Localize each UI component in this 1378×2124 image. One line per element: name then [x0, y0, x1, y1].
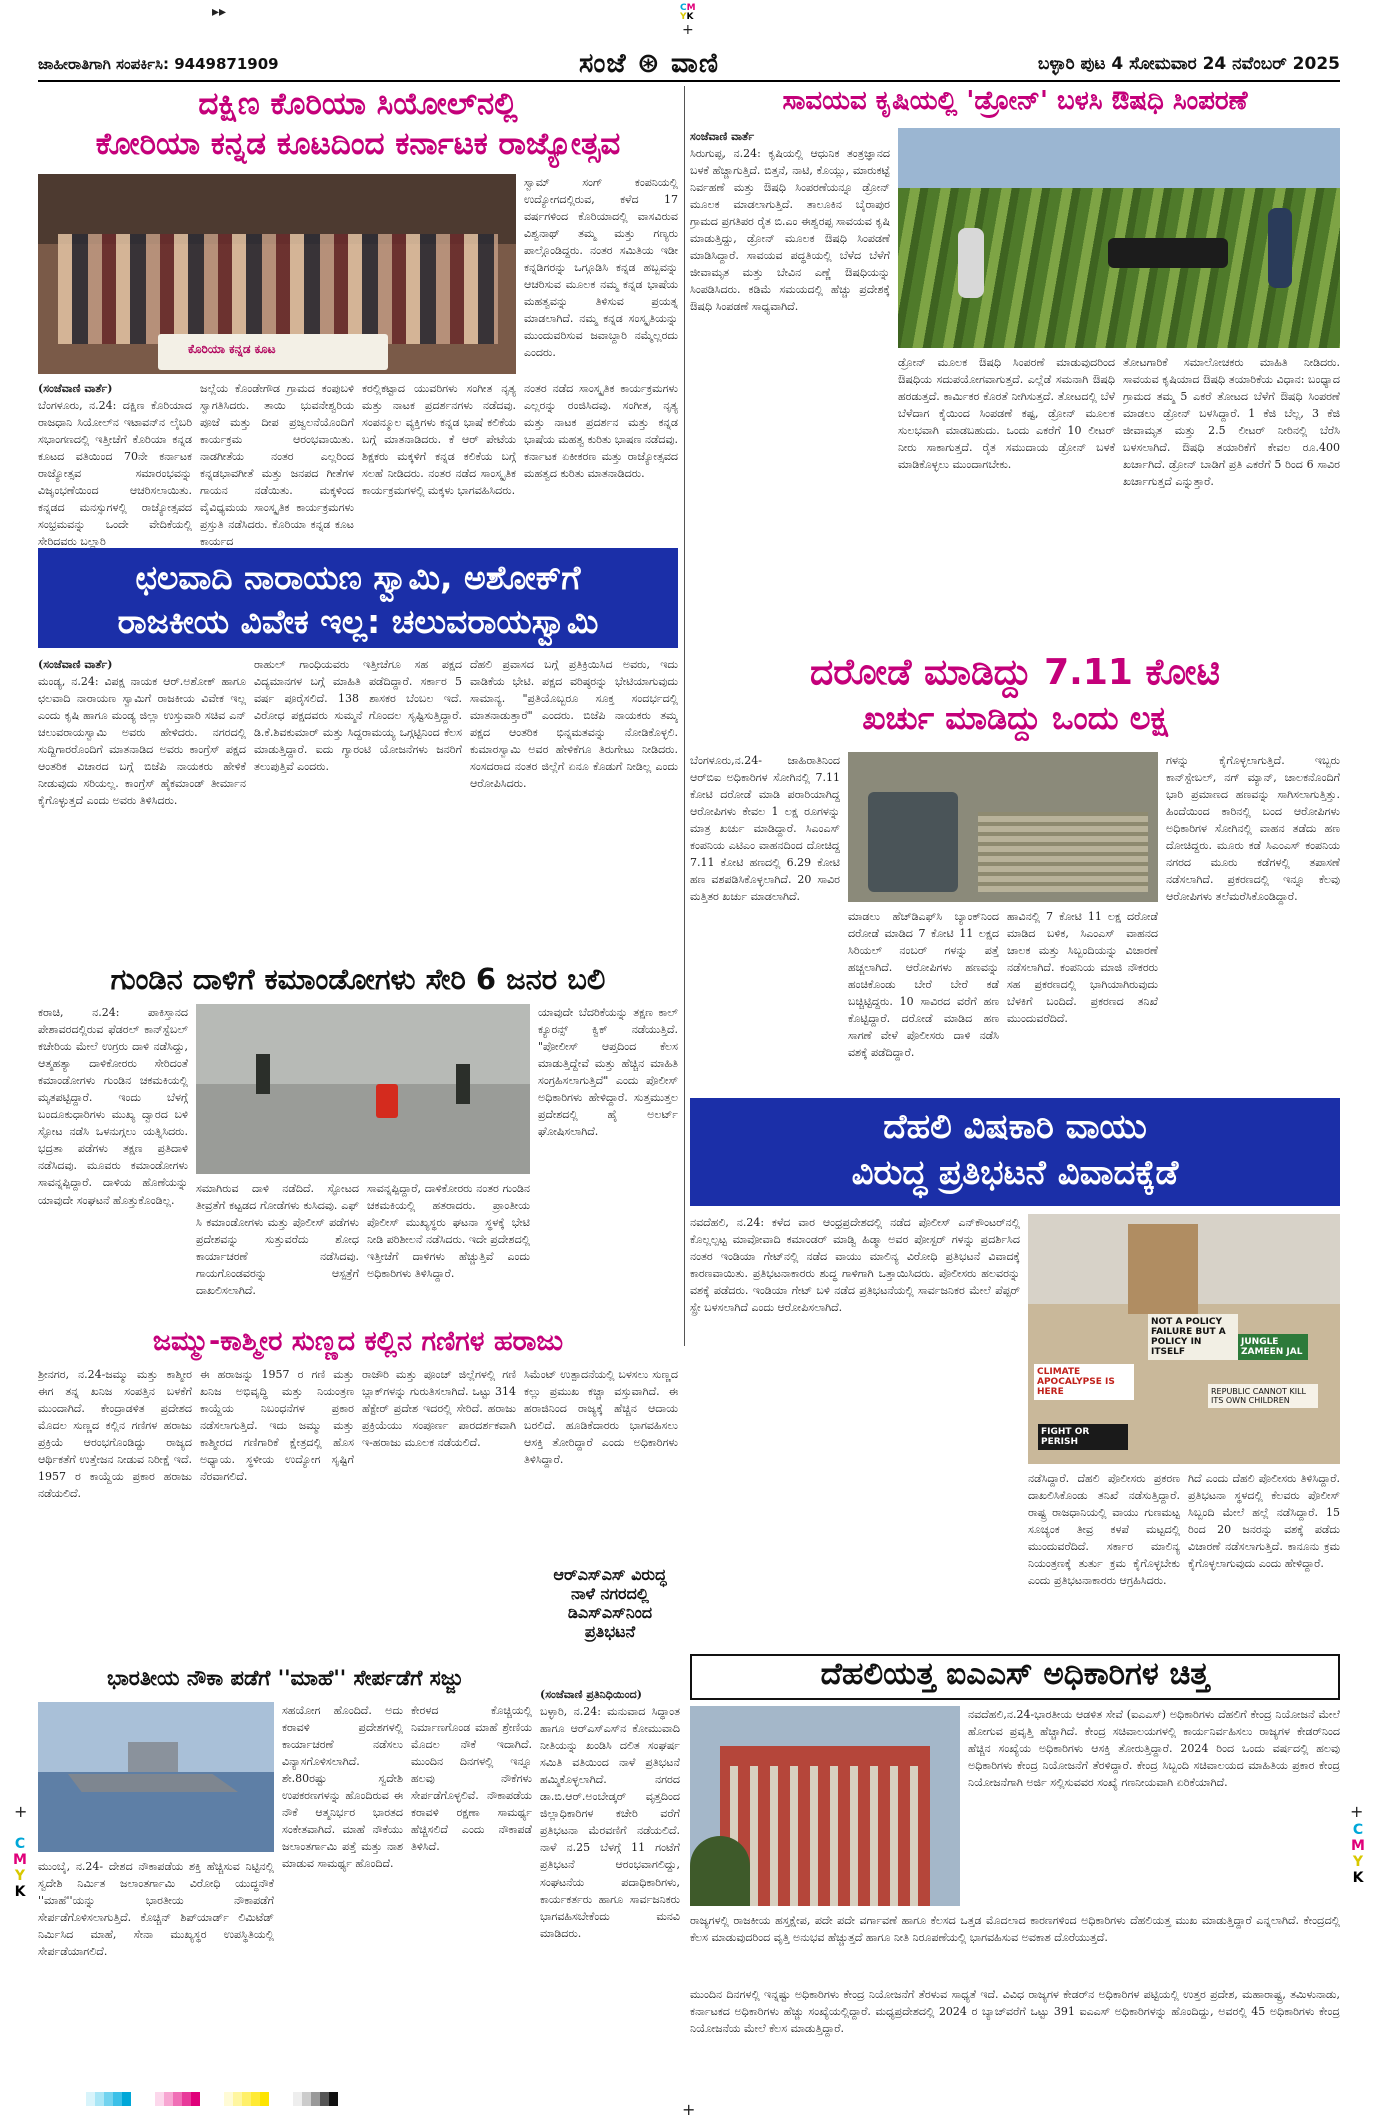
- rss-body-wrap: [540, 1686, 680, 2056]
- delhi-air-col-2: ನಡೆಸಿದ್ದಾರೆ. ದೆಹಲಿ ಪೊಲೀಸರು ಪ್ರಕರಣ ದಾಖಲಿಸಿಕೊಂಡು ತನಿಖೆ ನಡೆಸುತ್ತಿದ್ದಾರೆ. ರಾಷ್ಟ್ರ ರಾಜಧಾನಿಯಲ್ಲಿ ವಾಯು ಗುಣಮಟ್ಟ ಸೂಚ್ಯಂಕ ತೀವ್ರ ಕಳಪೆ ಮಟ್ಟದಲ್ಲಿ ಮುಂದುವರೆದಿದೆ. ಸರ್ಕಾರ ಮಾಲಿನ್ಯ ನಿಯಂತ್ರಣಕ್ಕೆ ತುರ್ತು ಕ್ರಮ ಕೈಗೊಳ್ಳಬೇಕು ಎಂದು ಪ್ರತಿಭಟನಾಕಾರರು ಆಗ್ರಹಿಸಿದರು.: [1028, 1472, 1180, 1588]
- darode-col-2: ಮಾಡಲು ಹೆಚ್‌ಡಿಎಫ್‌ಸಿ ಬ್ಯಾಂಕ್‌ನಿಂದ ದರೋಡೆ ಮಾಡಿದ 7 ಕೋಟಿ 11 ಲಕ್ಷದ ಸಿರಿಯಲ್ ನಂಬರ್ ಗಳನ್ನು ಪತ್ತೆ ಹಚ್ಚಲಾಗಿದೆ. ಆರೋಪಿಗಳು ಹಣವನ್ನು ಹಂಚಿಕೊಂಡು ಬೇರೆ ಬೇರೆ ಕಡೆ ಬಚ್ಚಿಟ್ಟಿದ್ದರು. 10 ಸಾವಿರದ ವರೆಗೆ ಹಣ ಕೊಟ್ಟಿದ್ದಾರೆ. ದರೋಡೆ ಮಾಡಿದ ಹಣ ಸಾಗಣೆ ವೇಳೆ ಪೊಲೀಸರು ದಾಳಿ ನಡೆಸಿ ವಶಕ್ಕೆ ಪಡೆದಿದ್ದಾರೆ.: [848, 910, 999, 1060]
- ias-body-bottom: ಮುಂದಿನ ದಿನಗಳಲ್ಲಿ ಇನ್ನಷ್ಟು ಅಧಿಕಾರಿಗಳು ಕೇಂದ್ರ ನಿಯೋಜನೆಗೆ ತೆರಳುವ ಸಾಧ್ಯತೆ ಇದೆ. ವಿವಿಧ ರಾಜ್ಯಗಳ ಕೇಡರ್‌ನ ಅಧಿಕಾರಿಗಳ ಪಟ್ಟಿಯಲ್ಲಿ ಉತ್ತರ ಪ್ರದೇಶ, ಮಹಾರಾಷ್ಟ್ರ, ತಮಿಳುನಾಡು, ಕರ್ನಾಟಕದ ಅಧಿಕಾರಿಗಳು ಹೆಚ್ಚು ಸಂಖ್ಯೆಯಲ್ಲಿದ್ದಾರೆ. ಮಧ್ಯಪ್ರದೇಶದಲ್ಲಿ 2024 ರ ಬ್ಯಾಚ್‌ವರೆಗೆ ಒಟ್ಟು 391 ಐಎಎಸ್ ಅಧಿಕಾರಿಗಳನ್ನು ಹೊಂದಿದ್ದು, ಅವರಲ್ಲಿ 45 ಅಧಿಕಾರಿಗಳು ಕೇಂದ್ರ ನಿಯೋಜನೆಯ ಮೇಲೆ ಕೆಲಸ ಮಾಡುತ್ತಿದ್ದಾರೆ.: [690, 1988, 1340, 2036]
- headline-korea-2: ಕೋರಿಯಾ ಕನ್ನಡ ಕೂಟದಿಂದ ಕರ್ನಾಟಕ ರಾಜ್ಯೋತ್ಸವ: [95, 126, 621, 162]
- chaluvaraya-col-1: ಮಂಡ್ಯ, ನ.24: ವಿಪಕ್ಷ ನಾಯಕ ಆರ್.ಅಶೋಕ್ ಹಾಗೂ ಛಲವಾದಿ ನಾರಾಯಣ ಸ್ವಾಮಿಗೆ ರಾಜಕೀಯ ವಿವೇಕ ಇಲ್ಲ ಎಂದು ಕೃಷಿ ಹಾಗೂ ಮಂಡ್ಯ ಜಿಲ್ಲಾ ಉಸ್ತುವಾರಿ ಸಚಿವ ಎನ್ ಚಲುವರಾಯಸ್ವಾಮಿ ಅವರು ಹೇಳಿದರು. ನಗರದಲ್ಲಿ ಸುದ್ದಿಗಾರರೊಂದಿಗೆ ಮಾತನಾಡಿದ ಅವರು ಕಾಂಗ್ರೆಸ್ ಪಕ್ಷದ ಆಂತರಿಕ ವಿಚಾರದ ಬಗ್ಗೆ ಬಿಜೆಪಿ ನಾಯಕರು ಹೇಳಿಕೆ ನೀಡುವುದು ಸರಿಯಲ್ಲ. ಕಾಂಗ್ರೆಸ್ ಹೈಕಮಾಂಡ್ ತೀರ್ಮಾನ ಕೈಗೊಳ್ಳುತ್ತದೆ ಎಂದು ಅವರು ತಿಳಿಸಿದರು.: [38, 675, 246, 808]
- article-delhi-air: [690, 1098, 1340, 1648]
- photo-darode-cash: [848, 752, 1158, 902]
- headline-jammu: ಜಮ್ಮು-ಕಾಶ್ಮೀರ ಸುಣ್ಣದ ಕಲ್ಲಿನ ಗಣಿಗಳ ಹರಾಜು: [152, 1326, 564, 1357]
- paper-name: ಸಂಜೆ ⊛ ವಾಣಿ: [579, 48, 719, 79]
- photo-banner-text: ಕೊರಿಯಾ ಕನ್ನಡ ಕೂಟ: [188, 342, 276, 356]
- jammu-col-3: ರಾಜೌರಿ ಮತ್ತು ಪೂಂಚ್ ಜಿಲ್ಲೆಗಳಲ್ಲಿ ಗಣಿ ಬ್ಲಾಕ್‌ಗಳನ್ನು ಗುರುತಿಸಲಾಗಿದೆ. ಒಟ್ಟು 314 ಹೆಕ್ಟೇರ್ ಪ್ರದೇಶ ಇದರಲ್ಲಿ ಸೇರಿದೆ. ಹರಾಜು ಪ್ರಕ್ರಿಯೆಯು ಸಂಪೂರ್ಣ ಪಾರದರ್ಶಕವಾಗಿ ಇ-ಹರಾಜು ಮೂಲಕ ನಡೆಯಲಿದೆ.: [362, 1368, 516, 1450]
- ias-body-mid: ರಾಜ್ಯಗಳಲ್ಲಿ ರಾಜಕೀಯ ಹಸ್ತಕ್ಷೇಪ, ಪದೇ ಪದೇ ವರ್ಗಾವಣೆ ಹಾಗೂ ಕೆಲಸದ ಒತ್ತಡ ಮೊದಲಾದ ಕಾರಣಗಳಿಂದ ಅಧಿಕಾರಿಗಳು ದೆಹಲಿಯತ್ತ ಮುಖ ಮಾಡುತ್ತಿದ್ದಾರೆ ಎನ್ನಲಾಗಿದೆ. ಕೇಂದ್ರದಲ್ಲಿ ಕೆಲಸ ಮಾಡುವುದರಿಂದ ವೃತ್ತಿ ಅನುಭವ ಹೆಚ್ಚುತ್ತದೆ ಹಾಗೂ ನೀತಿ ನಿರೂಪಣೆಯಲ್ಲಿ ಭಾಗವಹಿಸುವ ಅವಕಾಶ ದೊರೆಯುತ್ತದೆ.: [690, 1914, 1340, 1945]
- issue-info: ಬಳ್ಳಾರಿ ಪುಟ 4 ಸೋಮವಾರ 24 ನವೆಂಬರ್ 2025: [1037, 54, 1340, 74]
- headline-delhi-air-1: ದೆಹಲಿ ವಿಷಕಾರಿ ವಾಯು: [883, 1107, 1147, 1147]
- korea-dateline: (ಸಂಜೆವಾಣಿ ವಾರ್ತೆ): [38, 382, 113, 395]
- headline-darode-2: ಖರ್ಚು ಮಾಡಿದ್ದು ಒಂದು ಲಕ್ಷ: [862, 699, 1168, 737]
- cmyk-strip-left: C M Y K: [13, 1836, 27, 1900]
- ad-contact: ಜಾಹೀರಾತಿಗಾಗಿ ಸಂಪರ್ಕಿಸಿ: 9449871909: [38, 55, 279, 73]
- headline-chaluvaraya-2: ರಾಜಕೀಯ ವಿವೇಕ ಇಲ್ಲ: ಚಲುವರಾಯಸ್ವಾಮಿ: [117, 602, 599, 641]
- korea-col-5: ನಂತರ ನಡೆದ ಸಾಂಸ್ಕೃತಿಕ ಕಾರ್ಯಕ್ರಮಗಳು ಎಲ್ಲರನ್ನು ರಂಜಿಸಿದವು. ಸಂಗೀತ, ನೃತ್ಯ ಮತ್ತು ನಾಟಕ ಪ್ರದರ್ಶನ ಮತ್ತು ಕನ್ನಡ ಭಾಷೆಯ ಮಹತ್ವ ಕುರಿತು ಭಾಷಣ ನಡೆದವು. ಕರ್ನಾಟಕ ಏಕೀಕರಣ ಮತ್ತು ರಾಜ್ಯೋತ್ಸವದ ಮಹತ್ವದ ಕುರಿತು ಮಾತನಾಡಿದರು.: [524, 382, 678, 481]
- cmyk-k: K: [686, 12, 694, 22]
- korea-col-4: ಕರಲ್ಲಿಕಟ್ಟಾದ ಯುವರಿಗಳು ಸಂಗೀತ ನೃತ್ಯ ಮತ್ತು ನಾಟಕ ಪ್ರದರ್ಶನಗಳು ನಡೆದವು. ಸಂಪನ್ಮೂಲ ವ್ಯಕ್ತಿಗಳು ಕನ್ನಡ ಭಾಷೆ ಕಲಿಕೆಯ ಬಗ್ಗೆ ಮಾತನಾಡಿದರು. ಕೆ ಆರ್ ಪೇಟೆಯ ಶಿಕ್ಷಕರು ಮಕ್ಕಳಿಗೆ ಕನ್ನಡ ಕಲಿಕೆಯ ಬಗ್ಗೆ ಸಲಹೆ ನೀಡಿದರು. ನಂತರ ನಡೆದ ಸಾಂಸ್ಕೃತಿಕ ಕಾರ್ಯಕ್ರಮಗಳಲ್ಲಿ ಮಕ್ಕಳು ಭಾಗವಹಿಸಿದರು.: [362, 382, 516, 498]
- protest-sign: CLIMATE APOCALYPSE IS HERE: [1034, 1364, 1134, 1400]
- drone-icon: [1108, 238, 1228, 268]
- drone-col-3: ತೋಟಗಾರಿಕೆ ಸಮಾಲೋಚಕರು ಮಾಹಿತಿ ನೀಡಿದರು. ಸಾವಯವ ಕೃಷಿಯಾದ ಔಷಧಿ ತಯಾರಿಕೆಯ ವಿಧಾನ: ಬಂಧ್ಯಾದ ಗ್ರಾಮದ ತಮ್ಮ 5 ಎಕರೆ ತೋಟದ ಬೆಳೆಗೆ ಔಷಧಿ ಸಿಂಪರಣೆ ಮಾಡಲು ಡ್ರೋನ್ ಬಳಸಿದ್ದಾರೆ. 1 ಕೆಜಿ ಬೆಲ್ಲ, 3 ಕೆಜಿ ಜೀವಾಮೃತ ಮತ್ತು 2.5 ಲೀಟರ್ ನೀರಿನಲ್ಲಿ ಬೆರೆಸಿ ಬಳಸಲಾಗಿದೆ. ಔಷಧಿ ತಯಾರಿಕೆಗೆ ಕೇವಲ ರೂ.400 ಖರ್ಚಾಗಿದೆ. ಡ್ರೋನ್ ಬಾಡಿಗೆ ಪ್ರತಿ ಎಕರೆಗೆ 5 ರಿಂದ 6 ಸಾವಿರ ಖರ್ಚಾಗುತ್ತದೆ ಎನ್ನುತ್ತಾರೆ.: [1123, 356, 1340, 489]
- chaluvaraya-col-2: ರಾಹುಲ್ ಗಾಂಧಿಯವರು ಇತ್ತೀಚೆಗೂ ಸಹ ಪಕ್ಷದ ವಿದ್ಯಮಾನಗಳ ಬಗ್ಗೆ ಮಾಹಿತಿ ಪಡೆದಿದ್ದಾರೆ. ಸರ್ಕಾರ 5 ವರ್ಷ ಪೂರೈಸಲಿದೆ. 138 ಶಾಸಕರ ಬೆಂಬಲ ಇದೆ. ವಿರೋಧ ಪಕ್ಷದವರು ಸುಮ್ಮನೆ ಗೊಂದಲ ಸೃಷ್ಟಿಸುತ್ತಿದ್ದಾರೆ. ಡಿ.ಕೆ.ಶಿವಕುಮಾರ್ ಮತ್ತು ಸಿದ್ದರಾಮಯ್ಯ ಒಗ್ಗಟ್ಟಿನಿಂದ ಕೆಲಸ ಮಾಡುತ್ತಿದ್ದಾರೆ. ಐದು ಗ್ಯಾರಂಟಿ ಯೋಜನೆಗಳು ಜನರಿಗೆ ತಲುಪುತ್ತಿವೆ ಎಂದರು.: [254, 658, 462, 774]
- darode-col-3: ಹಾವಿನಲ್ಲಿ 7 ಕೋಟಿ 11 ಲಕ್ಷ ದರೋಡೆ ಮಾಡಿದ ಬಳಿಕ, ಸಿಎಂಎಸ್ ವಾಹನದ ಚಾಲಕ ಮತ್ತು ಸಿಬ್ಬಂದಿಯನ್ನು ವಿಚಾರಣೆ ನಡೆಸಲಾಗಿದೆ. ಕಂಪನಿಯ ಮಾಜಿ ನೌಕರರು ಸಹ ಪ್ರಕರಣದಲ್ಲಿ ಭಾಗಿಯಾಗಿರುವುದು ಬೆಳಕಿಗೆ ಬಂದಿದೆ. ಪ್ರಕರಣದ ತನಿಖೆ ಮುಂದುವರೆದಿದೆ.: [1007, 910, 1158, 1026]
- korea-col-2: ಜಲ್ಲೆಯ ಕೊಂಡೇಗೌಡ ಗ್ರಾಮದ ಕಂಪುಬಳಿ ಸ್ವಾಗತಿಸಿದರು. ತಾಯಿ ಭುವನೇಶ್ವರಿಯ ಪೂಜೆ ಮತ್ತು ದೀಪ ಪ್ರಜ್ವಲನೆಯೊಂದಿಗೆ ಕಾರ್ಯಕ್ರಮ ಆರಂಭವಾಯಿತು. ನಾಡಗೀತೆಯ ನಂತರ ಎಲ್ಲರಿಂದ ಕನ್ನಡಭಾವಗೀತೆ ಮತ್ತು ಜನಪದ ಗೀತೆಗಳ ಗಾಯನ ನಡೆಯಿತು. ಮಕ್ಕಳಿಂದ ವೈವಿಧ್ಯಮಯ ಸಾಂಸ್ಕೃತಿಕ ಕಾರ್ಯಕ್ರಮಗಳು ಪ್ರಸ್ತುತಿ ನಡೆಸಿದರು. ಕೊರಿಯಾ ಕನ್ನಡ ಕೂಟ ಕಾರ್ಯದ: [200, 382, 354, 549]
- photo-korea-group: [38, 174, 516, 374]
- protest-sign: REPUBLIC CANNOT KILL ITS OWN CHILDREN: [1208, 1384, 1318, 1408]
- cmyk-strip-right: C M Y K: [1351, 1822, 1365, 1886]
- drone-col-1-wrap: [690, 128, 890, 628]
- protest-sign: FIGHT OR PERISH: [1038, 1424, 1128, 1450]
- crosshair-icon: +: [682, 22, 694, 38]
- registration-mark-top: [680, 4, 696, 22]
- headline-ias: ದೆಹಲಿಯತ್ತ ಐಎಎಸ್ ಅಧಿಕಾರಿಗಳ ಚಿತ್ತ: [690, 1654, 1340, 1700]
- column-divider: [684, 86, 685, 1346]
- crosshair-icon-left: +: [14, 1802, 28, 1821]
- article-jammu: [38, 1326, 678, 1576]
- article-navy: [38, 1666, 532, 2076]
- photo-india-gate-protest: [1028, 1214, 1340, 1464]
- delhi-air-col-1: ನವದೆಹಲಿ, ನ.24: ಕಳೆದ ವಾರ ಆಂಧ್ರಪ್ರದೇಶದಲ್ಲಿ ನಡೆದ ಪೊಲೀಸ್ ಎನ್‌ಕೌಂಟರ್‌ನಲ್ಲಿ ಕೊಲ್ಲಲ್ಪಟ್ಟ ಮಾವೋವಾದಿ ಕಮಾಂಡರ್ ಮಾಡ್ವಿ ಹಿಡ್ಮಾ ಅವರ ಪೋಸ್ಟರ್ ಗಳನ್ನು ಪ್ರದರ್ಶಿಸಿದ ನಂತರ ಇಂಡಿಯಾ ಗೇಟ್‌ನಲ್ಲಿ ನಡೆದ ವಾಯು ಮಾಲಿನ್ಯ ವಿರೋಧಿ ಪ್ರತಿಭಟನೆ ವಿವಾದಕ್ಕೆ ಕಾರಣವಾಯಿತು. ಪ್ರತಿಭಟನಾಕಾರರು ಶುದ್ಧ ಗಾಳಿಗಾಗಿ ಒತ್ತಾಯಿಸಿದರು. ಪೊಲೀಸರು ಹಲವರನ್ನು ವಶಕ್ಕೆ ಪಡೆದರು. ಇಂಡಿಯಾ ಗೇಟ್ ಬಳಿ ನಡೆದ ಪ್ರತಿಭಟನೆಯಲ್ಲಿ ಸಾರ್ವಜನಿಕರ ಮೇಲೆ ಪೆಪ್ಪರ್ ಸ್ಪ್ರೇ ಬಳಸಲಾಗಿದೆ ಎಂದು ಆರೋಪಿಸಲಾಗಿದೆ.: [690, 1216, 1020, 1315]
- headline-darode-1: ದರೋಡೆ ಮಾಡಿದ್ದು 7.11 ಕೋಟಿ: [810, 652, 1220, 693]
- gundina-col-2: ಸಮಾಗಿರುವ ದಾಳಿ ನಡೆದಿದೆ. ಸ್ಫೋಟದ ತೀವ್ರತೆಗೆ ಕಟ್ಟಡದ ಗೋಡೆಗಳು ಕುಸಿದವು. ಎಫ್ ಸಿ ಕಮಾಂಡೋಗಳು ಮತ್ತು ಪೊಲೀಸ್ ಪಡೆಗಳು ಪ್ರದೇಶವನ್ನು ಸುತ್ತುವರೆದು ಶೋಧ ಕಾರ್ಯಾಚರಣೆ ನಡೆಸಿದವು. ಗಾಯಗೊಂಡವರನ್ನು ಆಸ್ಪತ್ರೆಗೆ ದಾಖಲಿಸಲಾಗಿದೆ.: [196, 1182, 359, 1298]
- korea-col-1: ಬೆಂಗಳೂರು, ನ.24: ದಕ್ಷಿಣ ಕೊರಿಯಾದ ರಾಜಧಾನಿ ಸಿಯೋಲ್‌ನ ಇಟಾವನ್‌ನ ಲೈಬರಿ ಸಭಾಂಗಣದಲ್ಲಿ ಇತ್ತೀಚೆಗೆ ಕೊರಿಯಾ ಕನ್ನಡ ಕೂಟದ ವತಿಯಿಂದ 70ನೇ ಕರ್ನಾಟಕ ರಾಜ್ಯೋತ್ಸವ ಸಮಾರಂಭವನ್ನು ವಿಜೃಂಭಣೆಯಿಂದ ಆಚರಿಸಲಾಯಿತು. ಕನ್ನಡದ ಮನಸ್ಸುಗಳಲ್ಲಿ ರಾಜ್ಯೋತ್ಸವದ ಸಂಭ್ರಮವನ್ನು ಒಂದೇ ವೇದಿಕೆಯಲ್ಲಿ ಸೇರಿದವರು ಬಲ್ಲಾರಿ: [38, 399, 192, 549]
- darode-col-4: ಗಳನ್ನು ಕೈಗೊಳ್ಳಲಾಗುತ್ತಿದೆ. ಇಬ್ಬರು ಕಾನ್‌ಸ್ಟೇಬಲ್, ನಗ್ ಮ್ಯಾನ್, ಚಾಲಕನೊಂದಿಗೆ ಭಾರಿ ಪ್ರಮಾಣದ ಹಣವನ್ನು ಸಾಗಿಸಲಾಗುತ್ತಿತ್ತು. ಹಿಂದೆಯಿಂದ ಕಾರಿನಲ್ಲಿ ಬಂದ ಆರೋಪಿಗಳು ಅಧಿಕಾರಿಗಳ ಸೋಗಿನಲ್ಲಿ ವಾಹನ ತಡೆದು ಹಣ ದೋಚಿದ್ದರು. ಮೂರು ಕಡೆ ಸಿಎಂಎಸ್ ಕಂಪನಿಯ ನಗರದ ಮೂರು ಕಡೆಗಳಲ್ಲಿ ತಪಾಸಣೆ ನಡೆಸಲಾಗಿದೆ. ಪ್ರಕರಣದಲ್ಲಿ ಇನ್ನೂ ಕೆಲವು ಆರೋಪಿಗಳು ತಲೆಮರೆಸಿಕೊಂಡಿದ್ದಾರೆ.: [1166, 754, 1340, 904]
- jammu-col-2: ಈ ಹರಾಜನ್ನು 1957 ರ ಗಣಿ ಮತ್ತು ಖನಿಜ ಅಭಿವೃದ್ಧಿ ಮತ್ತು ನಿಯಂತ್ರಣ ಕಾಯ್ದೆಯ ನಿಬಂಧನೆಗಳ ಪ್ರಕಾರ ನಡೆಸಲಾಗುತ್ತಿದೆ. ಇದು ಜಮ್ಮು ಮತ್ತು ಕಾಶ್ಮೀರದ ಗಣಿಗಾರಿಕೆ ಕ್ಷೇತ್ರದಲ್ಲಿ ಹೊಸ ಅಧ್ಯಾಯ. ಸ್ಥಳೀಯ ಉದ್ಯೋಗ ಸೃಷ್ಟಿಗೆ ನೆರವಾಗಲಿದೆ.: [200, 1368, 354, 1484]
- gundina-col-4: ಯಾವುದೇ ಬೆದರಿಕೆಯನ್ನು ತಕ್ಷಣ ಕಾಲ್ ಕ್ಯೂರನ್ಸ್ ಕ್ವಿಕ್ ನಡೆಯುತ್ತಿದೆ. "ಪೋಲೀಸ್ ಆಪ್ತದಿಂದ ಕೆಲಸ ಮಾಡುತ್ತಿದ್ದೇವೆ ಮತ್ತು ಹೆಚ್ಚಿನ ಮಾಹಿತಿ ಸಂಗ್ರಹಿಸಲಾಗುತ್ತಿದೆ" ಎಂದು ಪೊಲೀಸ್ ಅಧಿಕಾರಿಗಳು ಹೇಳಿದ್ದಾರೆ. ಸುತ್ತಮುತ್ತಲ ಪ್ರದೇಶದಲ್ಲಿ ಹೈ ಅಲರ್ಟ್ ಘೋಷಿಸಲಾಗಿದೆ.: [538, 1006, 678, 1139]
- protest-sign: JUNGLE ZAMEEN JAL: [1238, 1334, 1308, 1360]
- crosshair-icon-right: +: [1350, 1802, 1364, 1821]
- gundina-col-3: ಸಾವನ್ನಪ್ಪಿದ್ದಾರೆ, ದಾಳಿಕೋರರು ನಂತರ ಗುಂಡಿನ ಚಕಮಕಿಯಲ್ಲಿ ಹತರಾದರು. ಪ್ರಾಂತೀಯ ಪೊಲೀಸ್ ಮುಖ್ಯಸ್ಥರು ಘಟನಾ ಸ್ಥಳಕ್ಕೆ ಭೇಟಿ ನೀಡಿ ಪರಿಶೀಲನೆ ನಡೆಸಿದರು. ಇದೇ ಪ್ರದೇಶದಲ್ಲಿ ಇತ್ತೀಚೆಗೆ ದಾಳಿಗಳು ಹೆಚ್ಚುತ್ತಿವೆ ಎಂದು ಅಧಿಕಾರಿಗಳು ತಿಳಿಸಿದ್ದಾರೆ.: [367, 1182, 530, 1281]
- chaluvaraya-dateline: (ಸಂಜೆವಾಣಿ ವಾರ್ತೆ): [38, 658, 113, 671]
- navy-col-3: ಕೇರಳದ ಕೊಚ್ಚಿಯಲ್ಲಿ ನಿರ್ಮಾಣಗೊಂಡ ಮಾಹೆ ಶ್ರೇಣಿಯ ಮೊದಲ ನೌಕೆ ಇದಾಗಿದೆ. ಮುಂದಿನ ದಿನಗಳಲ್ಲಿ ಇನ್ನೂ ಹಲವು ನೌಕೆಗಳು ಸೇರ್ಪಡೆಗೊಳ್ಳಲಿವೆ. ನೌಕಾಪಡೆಯ ಕರಾವಳಿ ರಕ್ಷಣಾ ಸಾಮರ್ಥ್ಯ ಹೆಚ್ಚಿಸಲಿದೆ ಎಂದು ನೌಕಾಪಡೆ ತಿಳಿಸಿದೆ.: [411, 1704, 532, 1854]
- jammu-col-4: ಸಿಮೆಂಟ್ ಉತ್ಪಾದನೆಯಲ್ಲಿ ಬಳಸಲು ಸುಣ್ಣದ ಕಲ್ಲು ಪ್ರಮುಖ ಕಚ್ಚಾ ವಸ್ತುವಾಗಿದೆ. ಈ ಹರಾಜಿನಿಂದ ರಾಜ್ಯಕ್ಕೆ ಹೆಚ್ಚಿನ ಆದಾಯ ಬರಲಿದೆ. ಹೂಡಿಕೆದಾರರು ಭಾಗವಹಿಸಲು ಆಸಕ್ತಿ ತೋರಿದ್ದಾರೆ ಎಂದು ಅಧಿಕಾರಿಗಳು ತಿಳಿಸಿದ್ದಾರೆ.: [524, 1368, 678, 1467]
- rss-body: ಬಳ್ಳಾರಿ, ನ.24: ಮನುವಾದ ಸಿದ್ಧಾಂತ ಹಾಗೂ ಆರ್‌ಎಸ್‌ಎಸ್‌ನ ಕೋಮುವಾದಿ ನೀತಿಯನ್ನು ಖಂಡಿಸಿ ದಲಿತ ಸಂಘರ್ಷ ಸಮಿತಿ ವತಿಯಿಂದ ನಾಳೆ ಪ್ರತಿಭಟನೆ ಹಮ್ಮಿಕೊಳ್ಳಲಾಗಿದೆ. ನಗರದ ಡಾ.ಬಿ.ಆರ್.ಅಂಬೇಡ್ಕರ್ ವೃತ್ತದಿಂದ ಜಿಲ್ಲಾಧಿಕಾರಿಗಳ ಕಚೇರಿ ವರೆಗೆ ಪ್ರತಿಭಟನಾ ಮೆರವಣಿಗೆ ನಡೆಯಲಿದೆ. ನಾಳೆ ನ.25 ಬೆಳಗ್ಗೆ 11 ಗಂಟೆಗೆ ಪ್ರತಿಭಟನೆ ಆರಂಭವಾಗಲಿದ್ದು, ಸಂಘಟನೆಯ ಪದಾಧಿಕಾರಿಗಳು, ಕಾರ್ಯಕರ್ತರು ಹಾಗೂ ಸಾರ್ವಜನಿಕರು ಭಾಗವಹಿಸಬೇಕೆಂದು ಮನವಿ ಮಾಡಿದರು.: [540, 1705, 680, 1940]
- chaluvaraya-col-1-wrap: [38, 656, 246, 946]
- delhi-air-col-3: ಗಿದೆ ಎಂದು ದೆಹಲಿ ಪೊಲೀಸರು ತಿಳಿಸಿದ್ದಾರೆ. ಪ್ರತಿಭಟನಾ ಸ್ಥಳದಲ್ಲಿ ಕೆಲವರು ಪೊಲೀಸ್ ಸಿಬ್ಬಂದಿ ಮೇಲೆ ಹಲ್ಲೆ ನಡೆಸಿದ್ದಾರೆ. 15 ರಿಂದ 20 ಜನರನ್ನು ವಶಕ್ಕೆ ಪಡೆದು ವಿಚಾರಣೆ ನಡೆಸಲಾಗುತ್ತಿದೆ. ಕಾನೂನು ಕ್ರಮ ಕೈಗೊಳ್ಳಲಾಗುವುದು ಎಂದು ಹೇಳಿದ್ದಾರೆ.: [1188, 1472, 1340, 1571]
- article-gundina: [38, 962, 678, 1322]
- article-rss: [540, 1566, 680, 2066]
- article-ias: [690, 1654, 1340, 2074]
- headline-delhi-air-banner: [690, 1098, 1340, 1206]
- cmyk-m: M: [686, 3, 696, 13]
- drone-col-1: ಸಿರುಗುಪ್ಪ, ನ.24: ಕೃಷಿಯಲ್ಲಿ ಆಧುನಿಕ ತಂತ್ರಜ್ಞಾನದ ಬಳಕೆ ಹೆಚ್ಚಾಗುತ್ತಿದೆ. ಬಿತ್ತನೆ, ನಾಟಿ, ಕೊಯ್ಲು, ಮಾರುಕಟ್ಟೆ ನಿರ್ವಹಣೆ ಮತ್ತು ಔಷಧಿ ಸಿಂಪರಣೆಯನ್ನೂ ಡ್ರೋನ್ ಮೂಲಕ ಮಾಡಲಾಗುತ್ತಿದೆ. ತಾಲೂಕಿನ ಬೈರಾಪುರ ಗ್ರಾಮದ ಪ್ರಗತಿಪರ ರೈತ ಬಿ.ಎಂ ಈಶ್ವರಪ್ಪ ಸಾವಯವ ಕೃಷಿ ಮಾಡುತ್ತಿದ್ದು, ಡ್ರೋನ್ ಮೂಲಕ ಔಷಧಿ ಸಿಂಪಡಣೆ ಮಾಡಿಸಿದ್ದಾರೆ. ಸಾವಯವ ಪದ್ಧತಿಯಲ್ಲಿ ಬೆಳೆದ ಬೆಳೆಗೆ ಜೀವಾಮೃತ ಮತ್ತು ಬೇವಿನ ಎಣ್ಣೆ ಔಷಧಿಯನ್ನು ಸಿಂಪಡಿಸಿದರು. ಕಡಿಮೆ ಸಮಯದಲ್ಲಿ ಹೆಚ್ಚು ಪ್ರದೇಶಕ್ಕೆ ಔಷಧಿ ಸಿಂಪಡಣೆ ಸಾಧ್ಯವಾಗಿದೆ.: [690, 147, 890, 314]
- korea-col-3: ಸ್ವಾಮ್ ಸಂಗ್ ಕಂಪನಿಯಲ್ಲಿ ಉದ್ಯೋಗದಲ್ಲಿರುವ, ಕಳೆದ 17 ವರ್ಷಗಳಿಂದ ಕೊರಿಯಾದಲ್ಲಿ ವಾಸವಿರುವ ವಿಶ್ವನಾಥ್ ತಮ್ಮ ಮತ್ತು ಗಣ್ಯರು ಪಾಲ್ಗೊಂಡಿದ್ದರು. ನಂತರ ಸಮಿತಿಯ ಇಡೀ ಕನ್ನಡಿಗರನ್ನು ಒಗ್ಗೂಡಿಸಿ ಕನ್ನಡ ಹಬ್ಬವನ್ನು ಆಚರಿಸುವ ಮೂಲಕ ನಮ್ಮ ಕನ್ನಡ ಭಾಷೆಯ ಮಹತ್ವವನ್ನು ತಿಳಿಸುವ ಪ್ರಯತ್ನ ಮಾಡಲಾಗಿದೆ. ನಮ್ಮ ಕನ್ನಡ ಸಂಸ್ಕೃತಿಯನ್ನು ಮುಂದುವರಿಸುವ ಜವಾಬ್ದಾರಿ ನಮ್ಮೆಲ್ಲರದು ಎಂದರು.: [524, 176, 678, 360]
- article-darode: [690, 652, 1340, 1077]
- rss-dateline: (ಸಂಜೆವಾಣಿ ಪ್ರತಿನಿಧಿಯಿಂದ): [540, 1688, 642, 1701]
- photo-gundina-commandos: [196, 1004, 530, 1174]
- registration-arrows: ▸▸: [212, 4, 227, 20]
- jammu-col-1: ಶ್ರೀನಗರ, ನ.24-ಜಮ್ಮು ಮತ್ತು ಕಾಶ್ಮೀರ ಈಗ ತನ್ನ ಖನಿಜ ಸಂಪತ್ತಿನ ಬಳಕೆಗೆ ಮುಂದಾಗಿದೆ. ಕೇಂದ್ರಾಡಳಿತ ಪ್ರದೇಶದ ಮೊದಲ ಸುಣ್ಣದ ಕಲ್ಲಿನ ಗಣಿಗಳ ಹರಾಜು ಪ್ರಕ್ರಿಯೆ ಆರಂಭಗೊಂಡಿದ್ದು ರಾಜ್ಯದ ಆರ್ಥಿಕತೆಗೆ ಉತ್ತೇಜನ ನೀಡುವ ನಿರೀಕ್ಷೆ ಇದೆ. 1957 ರ ಕಾಯ್ದೆಯ ಪ್ರಕಾರ ಹರಾಜು ನಡೆಯಲಿದೆ.: [38, 1368, 192, 1501]
- headline-delhi-air-2: ವಿರುದ್ಧ ಪ್ರತಿಭಟನೆ ವಿವಾದಕ್ಕೆಡೆ: [851, 1153, 1179, 1193]
- color-swatch-bar: [86, 2092, 338, 2106]
- chaluvaraya-col-3: ದೆಹಲಿ ಪ್ರವಾಸದ ಬಗ್ಗೆ ಪ್ರತಿಕ್ರಿಯಿಸಿದ ಅವರು, ಇದು ವಾಡಿಕೆಯ ಭೇಟಿ. ಪಕ್ಷದ ವರಿಷ್ಠರನ್ನು ಭೇಟಿಯಾಗುವುದು ಸಾಮಾನ್ಯ. "ಪ್ರತಿಯೊಬ್ಬರೂ ಸೂಕ್ತ ಸಂದರ್ಭದಲ್ಲಿ ಮಾತನಾಡುತ್ತಾರೆ" ಎಂದರು. ಬಿಜೆಪಿ ನಾಯಕರು ತಮ್ಮ ಪಕ್ಷದ ಆಂತರಿಕ ಭಿನ್ನಮತವನ್ನು ನೋಡಿಕೊಳ್ಳಲಿ. ಕುಮಾರಸ್ವಾಮಿ ಅವರ ಹೇಳಿಕೆಗೂ ತಿರುಗೇಟು ನೀಡಿದರು. ಸಂಸದರಾದ ನಂತರ ಜಿಲ್ಲೆಗೆ ಏನೂ ಕೊಡುಗೆ ನೀಡಿಲ್ಲ ಎಂದು ಆರೋಪಿಸಿದರು.: [470, 658, 678, 791]
- article-chaluvaraya: [38, 548, 678, 958]
- photo-ias-building: [690, 1706, 960, 1906]
- photo-drone-field: [898, 128, 1340, 348]
- article-drone: [690, 86, 1340, 646]
- crosshair-icon-bottom: +: [682, 2100, 696, 2119]
- headline-chaluvaraya-1: ಛಲವಾದಿ ನಾರಾಯಣ ಸ್ವಾಮಿ, ಅಶೋಕ್‌ಗೆ: [135, 558, 581, 597]
- gundina-col-1: ಕರಾಚಿ, ನ.24: ಪಾಕಿಸ್ತಾನದ ಪೇಶಾವರದಲ್ಲಿರುವ ಫೆಡರಲ್ ಕಾನ್‌ಸ್ಟೆಬಲ್ ಕಚೇರಿಯ ಮೇಲೆ ಉಗ್ರರು ದಾಳಿ ನಡೆಸಿದ್ದು, ಆತ್ಮಹತ್ಯಾ ದಾಳಿಕೋರರು ಸೇರಿದಂತೆ ಕಮಾಂಡೋಗಳು ಗುಂಡಿನ ಚಕಮಕಿಯಲ್ಲಿ ಮೃತಪಟ್ಟಿದ್ದಾರೆ. ಇಂದು ಬೆಳಗ್ಗೆ ಬಂದೂಕುಧಾರಿಗಳು ಮುಖ್ಯ ದ್ವಾರದ ಬಳಿ ಸ್ಫೋಟ ನಡೆಸಿ ಒಳನುಗ್ಗಲು ಯತ್ನಿಸಿದರು. ಭದ್ರತಾ ಪಡೆಗಳು ತಕ್ಷಣ ಪ್ರತಿದಾಳಿ ನಡೆಸಿದವು. ಮೂವರು ಕಮಾಂಡೋಗಳು ಸಾವನ್ನಪ್ಪಿದ್ದಾರೆ. ದಾಳಿಯ ಹೊಣೆಯನ್ನು ಯಾವುದೇ ಸಂಘಟನೆ ಹೊತ್ತುಕೊಂಡಿಲ್ಲ.: [38, 1006, 188, 1207]
- ias-body-top: ನವದೆಹಲಿ,ನ.24-ಭಾರತೀಯ ಆಡಳಿತ ಸೇವೆ (ಐಎಎಸ್) ಅಧಿಕಾರಿಗಳು ದೆಹಲಿಗೆ ಕೇಂದ್ರ ನಿಯೋಜನೆ ಮೇಲೆ ಹೋಗುವ ಪ್ರವೃತ್ತಿ ಹೆಚ್ಚಾಗಿದೆ. ಕೇಂದ್ರ ಸಚಿವಾಲಯಗಳಲ್ಲಿ ಕಾರ್ಯನಿರ್ವಹಿಸಲು ರಾಜ್ಯಗಳ ಕೇಡರ್‌ನಿಂದ ಹೆಚ್ಚಿನ ಸಂಖ್ಯೆಯ ಅಧಿಕಾರಿಗಳು ಆಸಕ್ತಿ ತೋರುತ್ತಿದ್ದಾರೆ. 2024 ರಿಂದ ಒಂದು ವರ್ಷದಲ್ಲಿ ಹಲವು ಅಧಿಕಾರಿಗಳು ಕೇಂದ್ರ ನಿಯೋಜನೆಗೆ ತೆರಳಿದ್ದಾರೆ. ಕೇಂದ್ರ ಸಿಬ್ಬಂದಿ ಸಚಿವಾಲಯದ ಮಾಹಿತಿಯ ಪ್ರಕಾರ ಕೇಂದ್ರ ನಿಯೋಜನೆಗಾಗಿ ಅರ್ಜಿ ಸಲ್ಲಿಸುವವರ ಸಂಖ್ಯೆ ಗಣನೀಯವಾಗಿ ಏರಿಕೆಯಾಗಿದೆ.: [968, 1708, 1340, 1790]
- headline-gundina: ಗುಂಡಿನ ದಾಳಿಗೆ ಕಮಾಂಡೋಗಳು ಸೇರಿ 6 ಜನರ ಬಲಿ: [110, 962, 606, 996]
- navy-col-2: ಸಹಯೋಗ ಹೊಂದಿದೆ. ಅದು ಕರಾವಳಿ ಪ್ರದೇಶಗಳಲ್ಲಿ ಕಾರ್ಯಾಚರಣೆ ನಡೆಸಲು ವಿನ್ಯಾಸಗೊಳಿಸಲಾಗಿದೆ. ಶೇ.80ರಷ್ಟು ಸ್ವದೇಶಿ ಉಪಕರಣಗಳನ್ನು ಹೊಂದಿರುವ ಈ ನೌಕೆ ಆತ್ಮನಿರ್ಭರ ಭಾರತದ ಸಂಕೇತವಾಗಿದೆ. ಮಾಹೆ ನೌಕೆಯು ಜಲಾಂತರ್ಗಾಮಿ ಪತ್ತೆ ಮತ್ತು ನಾಶ ಮಾಡುವ ಸಾಮರ್ಥ್ಯ ಹೊಂದಿದೆ.: [282, 1704, 403, 1871]
- headline-navy: ಭಾರತೀಯ ನೌಕಾ ಪಡೆಗೆ ''ಮಾಹೆ'' ಸೇರ್ಪಡೆಗೆ ಸಜ್ಜು: [107, 1666, 463, 1690]
- drone-col-2: ಡ್ರೋನ್ ಮೂಲಕ ಔಷಧಿ ಸಿಂಪರಣೆ ಮಾಡುವುದರಿಂದ ಔಷಧಿಯ ಸದುಪಯೋಗವಾಗುತ್ತದೆ. ಎಲ್ಲೆಡೆ ಸಮನಾಗಿ ಔಷಧಿ ಹರಡುತ್ತದೆ. ಕಾರ್ಮಿಕರ ಕೊರತೆ ನೀಗಿಸುತ್ತದೆ. ತೋಟದಲ್ಲಿ ಬೆಳೆ ಬೆಳೆದಾಗ ಕೈಯಿಂದ ಸಿಂಪಡಣೆ ಕಷ್ಟ, ಡ್ರೋನ್ ಮೂಲಕ ಸುಲಭವಾಗಿ ಮಾಡಬಹುದು. ಒಂದು ಎಕರೆಗೆ 10 ಲೀಟರ್ ನೀರು ಸಾಕಾಗುತ್ತದೆ. ರೈತ ಸಮುದಾಯ ಡ್ರೋನ್ ಬಳಕೆ ಮಾಡಿಕೊಳ್ಳಲು ಮುಂದಾಗಬೇಕು.: [898, 356, 1115, 472]
- headline-chaluvaraya-banner: [38, 548, 678, 648]
- navy-col-1: ಮುಂಬೈ, ನ.24- ದೇಶದ ನೌಕಾಪಡೆಯ ಶಕ್ತಿ ಹೆಚ್ಚಿಸುವ ನಿಟ್ಟಿನಲ್ಲಿ ಸ್ವದೇಶಿ ನಿರ್ಮಿತ ಜಲಾಂತರ್ಗಾಮಿ ವಿರೋಧಿ ಯುದ್ಧನೌಕೆ ''ಮಾಹೆ''ಯನ್ನು ಭಾರತೀಯ ನೌಕಾಪಡೆಗೆ ಸೇರ್ಪಡೆಗೊಳಿಸಲಾಗುತ್ತಿದೆ. ಕೊಚ್ಚಿನ್ ಶಿಪ್‌ಯಾರ್ಡ್ ಲಿಮಿಟೆಡ್ ನಿರ್ಮಿಸಿದ ಮಾಹೆ, ಸೇನಾ ಮುಖ್ಯಸ್ಥರ ಉಪಸ್ಥಿತಿಯಲ್ಲಿ ಸೇರ್ಪಡೆಯಾಗಲಿದೆ.: [38, 1860, 274, 1959]
- masthead: [38, 48, 1340, 82]
- cmyk-y: Y: [680, 12, 687, 22]
- headline-drone: ಸಾವಯವ ಕೃಷಿಯಲ್ಲಿ 'ಡ್ರೋನ್' ಬಳಸಿ ಔಷಧಿ ಸಿಂಪರಣೆ: [782, 86, 1248, 116]
- protest-sign: NOT A POLICY FAILURE BUT A POLICY IN ITSELF: [1148, 1314, 1238, 1360]
- photo-navy-ship: [38, 1702, 274, 1852]
- headline-rss: ಆರ್‌ಎಸ್‌ಎಸ್ ವಿರುದ್ಧ ನಾಳೆ ನಗರದಲ್ಲಿ ಡಿಎಸ್‌ಎಸ್‌ನಿಂದ ಪ್ರತಿಭಟನೆ: [553, 1566, 667, 1641]
- drone-dateline: ಸಂಜೆವಾಣಿ ವಾರ್ತೆ: [690, 130, 755, 143]
- headline-korea-1: ದಕ್ಷಿಣ ಕೊರಿಯಾ ಸಿಯೋಲ್‌ನಲ್ಲಿ: [198, 86, 518, 122]
- darode-col-1: ಬೆಂಗಳೂರು,ನ.24- ಜಾಹಿರಾತಿನಿಂದ ಆರ್‌ಬಿಐ ಅಧಿಕಾರಿಗಳ ಸೋಗಿನಲ್ಲಿ 7.11 ಕೋಟಿ ದರೋಡೆ ಮಾಡಿ ಪರಾರಿಯಾಗಿದ್ದ ಆರೋಪಿಗಳು ಕೇವಲ 1 ಲಕ್ಷ ರೂಗಳನ್ನು ಮಾತ್ರ ಖರ್ಚು ಮಾಡಿದ್ದಾರೆ. ಸಿಎಂಎಸ್ ಕಂಪನಿಯ ಎಟಿಎಂ ವಾಹನದಿಂದ ದೋಚಿದ್ದ 7.11 ಕೋಟಿ ಹಣದಲ್ಲಿ 6.29 ಕೋಟಿ ಹಣ ವಶಪಡಿಸಿಕೊಳ್ಳಲಾಗಿದೆ. 20 ಸಾವಿರ ಮತ್ತಿತರ ಖರ್ಚು ಮಾಡಲಾಗಿದೆ.: [690, 754, 840, 904]
- cmyk-c: C: [680, 3, 687, 13]
